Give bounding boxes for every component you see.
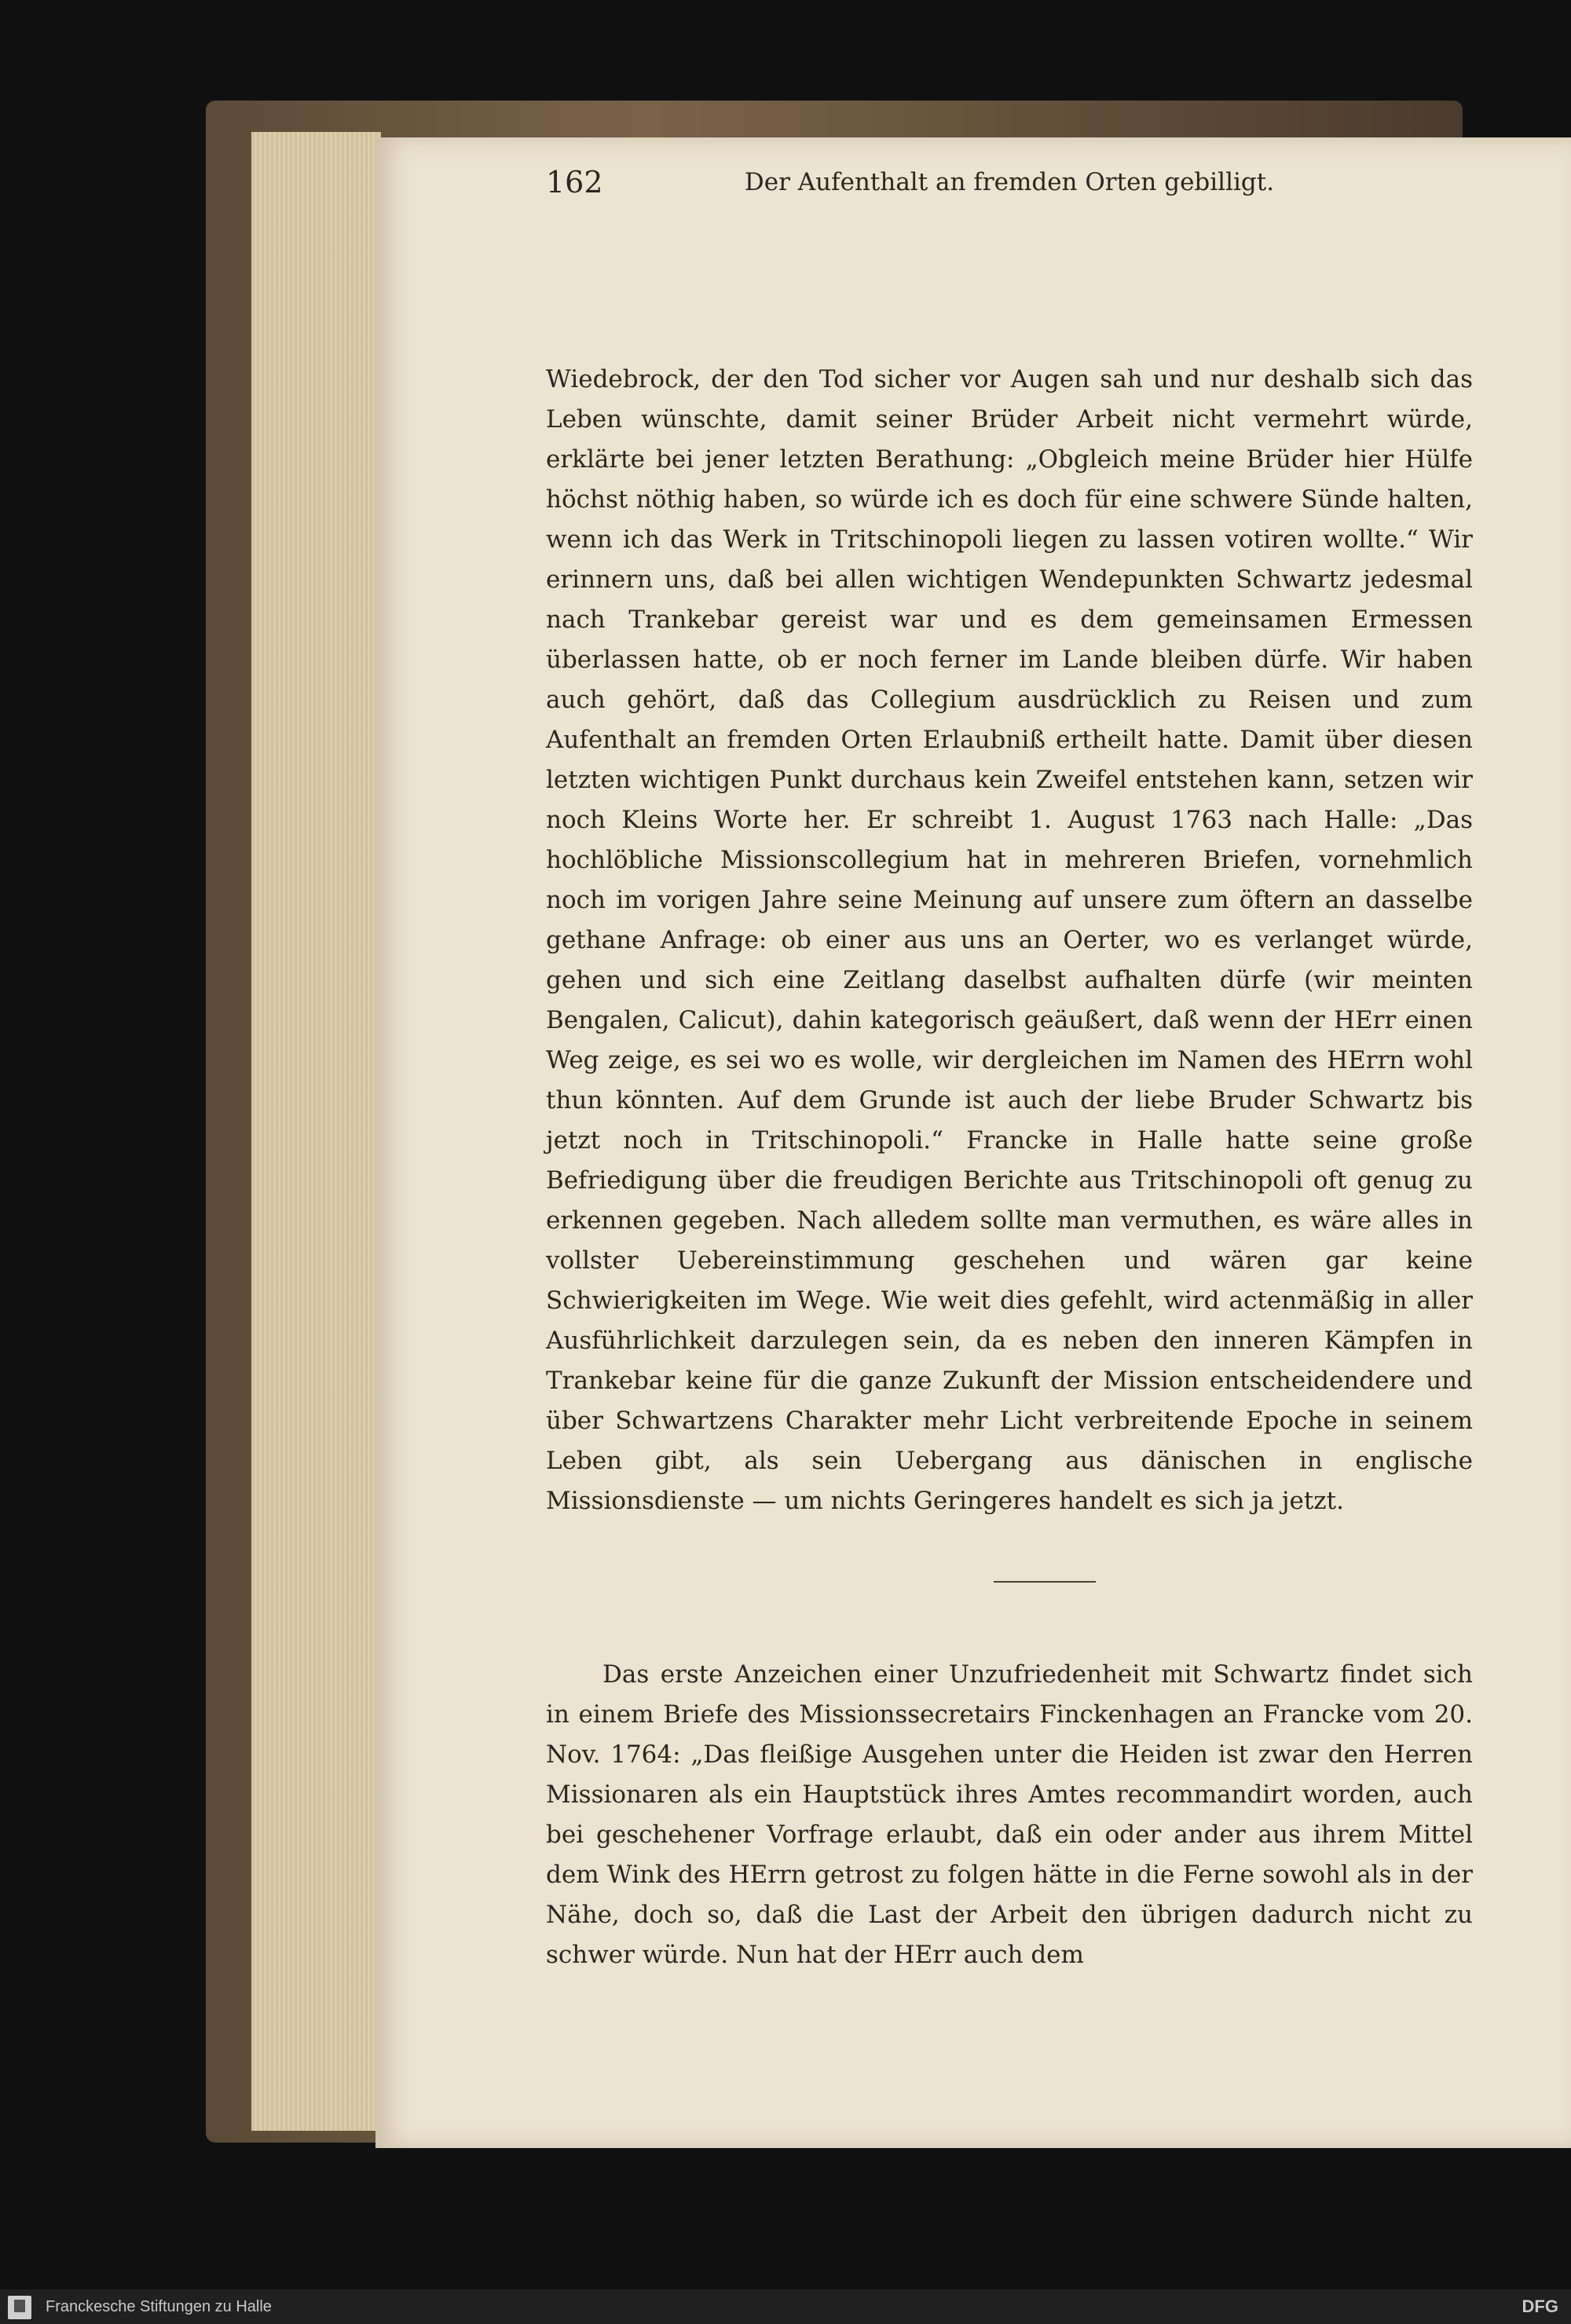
institution-name: Franckesche Stiftungen zu Halle (46, 2298, 272, 2315)
paragraph-2-text: Das erste Anzeichen einer Unzufriedenheit mit Schwartz findet sich in einem Briefe des Missionssecretairs Finckenhagen an Francke vom 20. Nov. 1764: „Das fleißige Ausgehen unter die Heiden ist zwar den Herren Missionaren als ein Hauptstück ihres Amtes recommandirt worden, auch bei geschehener Vorfrage erlaubt, daß ein oder ander aus ihrem Mittel dem Wink des HErrn getrost zu folgen hätte in die Ferne sowohl als in der Nähe, doch so, daß die Last der Arbeit den übrigen dadurch nicht zu schwer würde. Nun hat der HErr auch dem (546, 1660, 1473, 1969)
paragraph-1-text: Wiedebrock, der den Tod sicher vor Augen sah und nur deshalb sich das Leben wünschte, damit seiner Brüder Arbeit nicht vermehrt würde, erklärte bei jener letzten Berathung: „Obgleich meine Brüder hier Hülfe höchst nöthig haben, so würde ich es doch für eine schwere Sünde halten, wenn ich das Werk in Tritschinopoli liegen zu lassen votiren wollte.“ Wir erinnern uns, daß bei allen wichtigen Wendepunkten Schwartz jedesmal nach Trankebar gereist war und es dem gemeinsamen Ermessen überlassen hatte, ob er noch ferner im Lande bleiben dürfe. Wir haben auch gehört, daß das Collegium ausdrücklich zu Reisen und zum Aufenthalt an fremden Orten Erlaubniß ertheilt hatte. Damit über diesen letzten wichtigen Punkt durchaus kein Zweifel entstehen kann, setzen wir noch Kleins Worte her. Er schreibt 1. August 1763 nach Halle: „Das hochlöbliche Missionscollegium hat in mehreren Briefen, vornehmlich noch im vorigen Jahre seine Meinung auf unsere zum öftern an dasselbe gethane Anfrage: ob einer aus uns an Oerter, wo es verlanget würde, gehen und sich eine Zeitlang daselbst aufhalten dürfe (wir meinten Bengalen, Calicut), dahin kategorisch geäußert, daß wenn der HErr einen Weg zeige, es sei wo es wolle, wir dergleichen im Namen des HErrn wohl thun könnten. Auf dem Grunde ist auch der liebe Bruder Schwartz bis jetzt noch in Tritschinopoli.“ Francke in Halle hatte seine große Befriedigung über die freudigen Berichte aus Tritschinopoli oft genug zu erkennen gegeben. Nach alledem sollte man vermuthen, es wäre alles in vollster Uebereinstimmung geschehen und wären gar keine Schwierigkeiten im Wege. Wie weit dies gefehlt, wird actenmäßig in aller Ausführlichkeit darzulegen sein, da es neben den inneren Kämpfen in Trankebar keine für die ganze Zukunft der Mission entscheidendere und über Schwartzens Charakter mehr Licht verbreitende Epoche in seinem Leben gibt, als sein Uebergang aus dänischen in englische Missionsdienste — um nichts Geringeres handelt es sich ja jetzt. (546, 365, 1473, 1515)
page-number: 162 (546, 165, 603, 199)
institution-logo-icon (8, 2296, 31, 2319)
paragraph-1 (546, 360, 1473, 1521)
viewer-footer (0, 2289, 1571, 2324)
section-divider (994, 1581, 1096, 1583)
page-header (546, 165, 1473, 204)
dfg-logo: DFG (1522, 2297, 1558, 2316)
paragraph-2 (546, 1630, 1473, 2000)
page-edges (251, 132, 381, 2131)
running-head: Der Aufenthalt an fremden Orten gebilligt. (744, 168, 1275, 196)
